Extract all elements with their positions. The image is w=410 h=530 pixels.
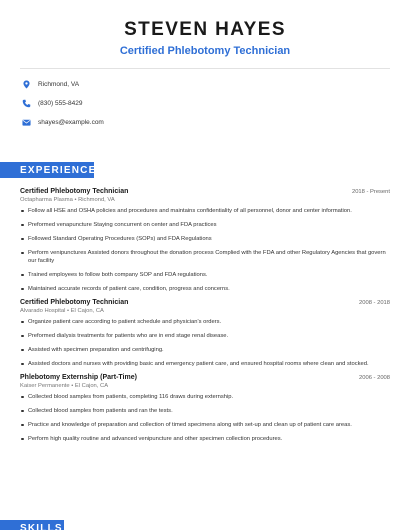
bullet-item: Collected blood samples from patients, completing 116 draws during externship. bbox=[20, 393, 390, 401]
bullet-item: Collected blood samples from patients and ran the tests. bbox=[20, 407, 390, 415]
job-company: Alvarado Hospital • El Cajon, CA bbox=[20, 308, 104, 314]
job-entry bbox=[20, 299, 390, 368]
job-title: Certified Phlebotomy Technician bbox=[20, 188, 129, 195]
candidate-title: Certified Phlebotomy Technician bbox=[119, 45, 291, 57]
job-entry bbox=[20, 374, 390, 443]
job-title: Phlebotomy Externship (Part-Time) bbox=[20, 374, 137, 381]
job-dates: 2006 - 2008 bbox=[359, 375, 390, 381]
job-dates: 2018 - Present bbox=[351, 189, 390, 195]
bullet-item: Maintained accurate records of patient care, condition, progress and concerns. bbox=[20, 285, 390, 293]
job-bullets bbox=[20, 207, 390, 293]
resume-header bbox=[0, 0, 410, 58]
contact-location-text: Richmond, VA bbox=[38, 81, 80, 88]
bullet-item: Practice and knowledge of preparation and collection of timed specimens along with set-up and clean up of patient care areas. bbox=[20, 421, 390, 429]
experience-section-heading: EXPERIENCE bbox=[0, 162, 94, 178]
job-title: Certified Phlebotomy Technician bbox=[20, 299, 129, 306]
contact-location bbox=[22, 75, 410, 94]
bullet-item: Organize patient care according to patient schedule and physician's orders. bbox=[20, 318, 390, 326]
bullet-item: Trained employees to follow both company SOP and FDA regulations. bbox=[20, 271, 390, 279]
bullet-item: Follow all HSE and OSHA policies and procedures and maintains confidentiality of all personnel, donor and center information. bbox=[20, 207, 390, 215]
contact-email bbox=[22, 113, 410, 132]
bullet-item: Followed Standard Operating Procedures (SOPs) and FDA Regulations bbox=[20, 235, 390, 243]
job-bullets bbox=[20, 318, 390, 368]
bullet-item: Perform high quality routine and advanced venipuncture and other specimen collection procedures. bbox=[20, 435, 390, 443]
job-company: Kaiser Permanente • El Cajon, CA bbox=[20, 383, 109, 389]
location-pin-icon bbox=[22, 80, 31, 89]
contact-email-text: shayes@example.com bbox=[38, 119, 104, 126]
bullet-item: Perform venipunctures Assisted donors throughout the donation process Complied with the FDA and other Regulatory Agencies that govern our facility bbox=[20, 249, 390, 265]
contact-list bbox=[0, 69, 410, 132]
job-entry bbox=[20, 188, 390, 293]
contact-phone bbox=[22, 94, 410, 113]
candidate-name: STEVEN HAYES bbox=[124, 19, 286, 40]
job-bullets bbox=[20, 393, 390, 443]
email-icon bbox=[22, 118, 31, 127]
contact-phone-text: (830) 555-8429 bbox=[38, 100, 83, 107]
experience-list bbox=[20, 188, 390, 449]
bullet-item: Preformed venapuncture Staying concurrent on center and FDA practices bbox=[20, 221, 390, 229]
bullet-item: Assisted with specimen preparation and centrifuging. bbox=[20, 346, 390, 354]
phone-icon bbox=[22, 99, 31, 108]
bullet-item: Preformed dialysis treatments for patients who are in end stage renal disease. bbox=[20, 332, 390, 340]
job-company: Octapharma Plasma • Richmond, VA bbox=[20, 197, 115, 203]
job-dates: 2008 - 2018 bbox=[359, 300, 390, 306]
skills-section-heading: SKILLS bbox=[0, 520, 64, 530]
bullet-item: Assisted doctors and nurses with providing basic and emergency patient care, and ensured hospital rooms where clean and stocked. bbox=[20, 360, 390, 368]
